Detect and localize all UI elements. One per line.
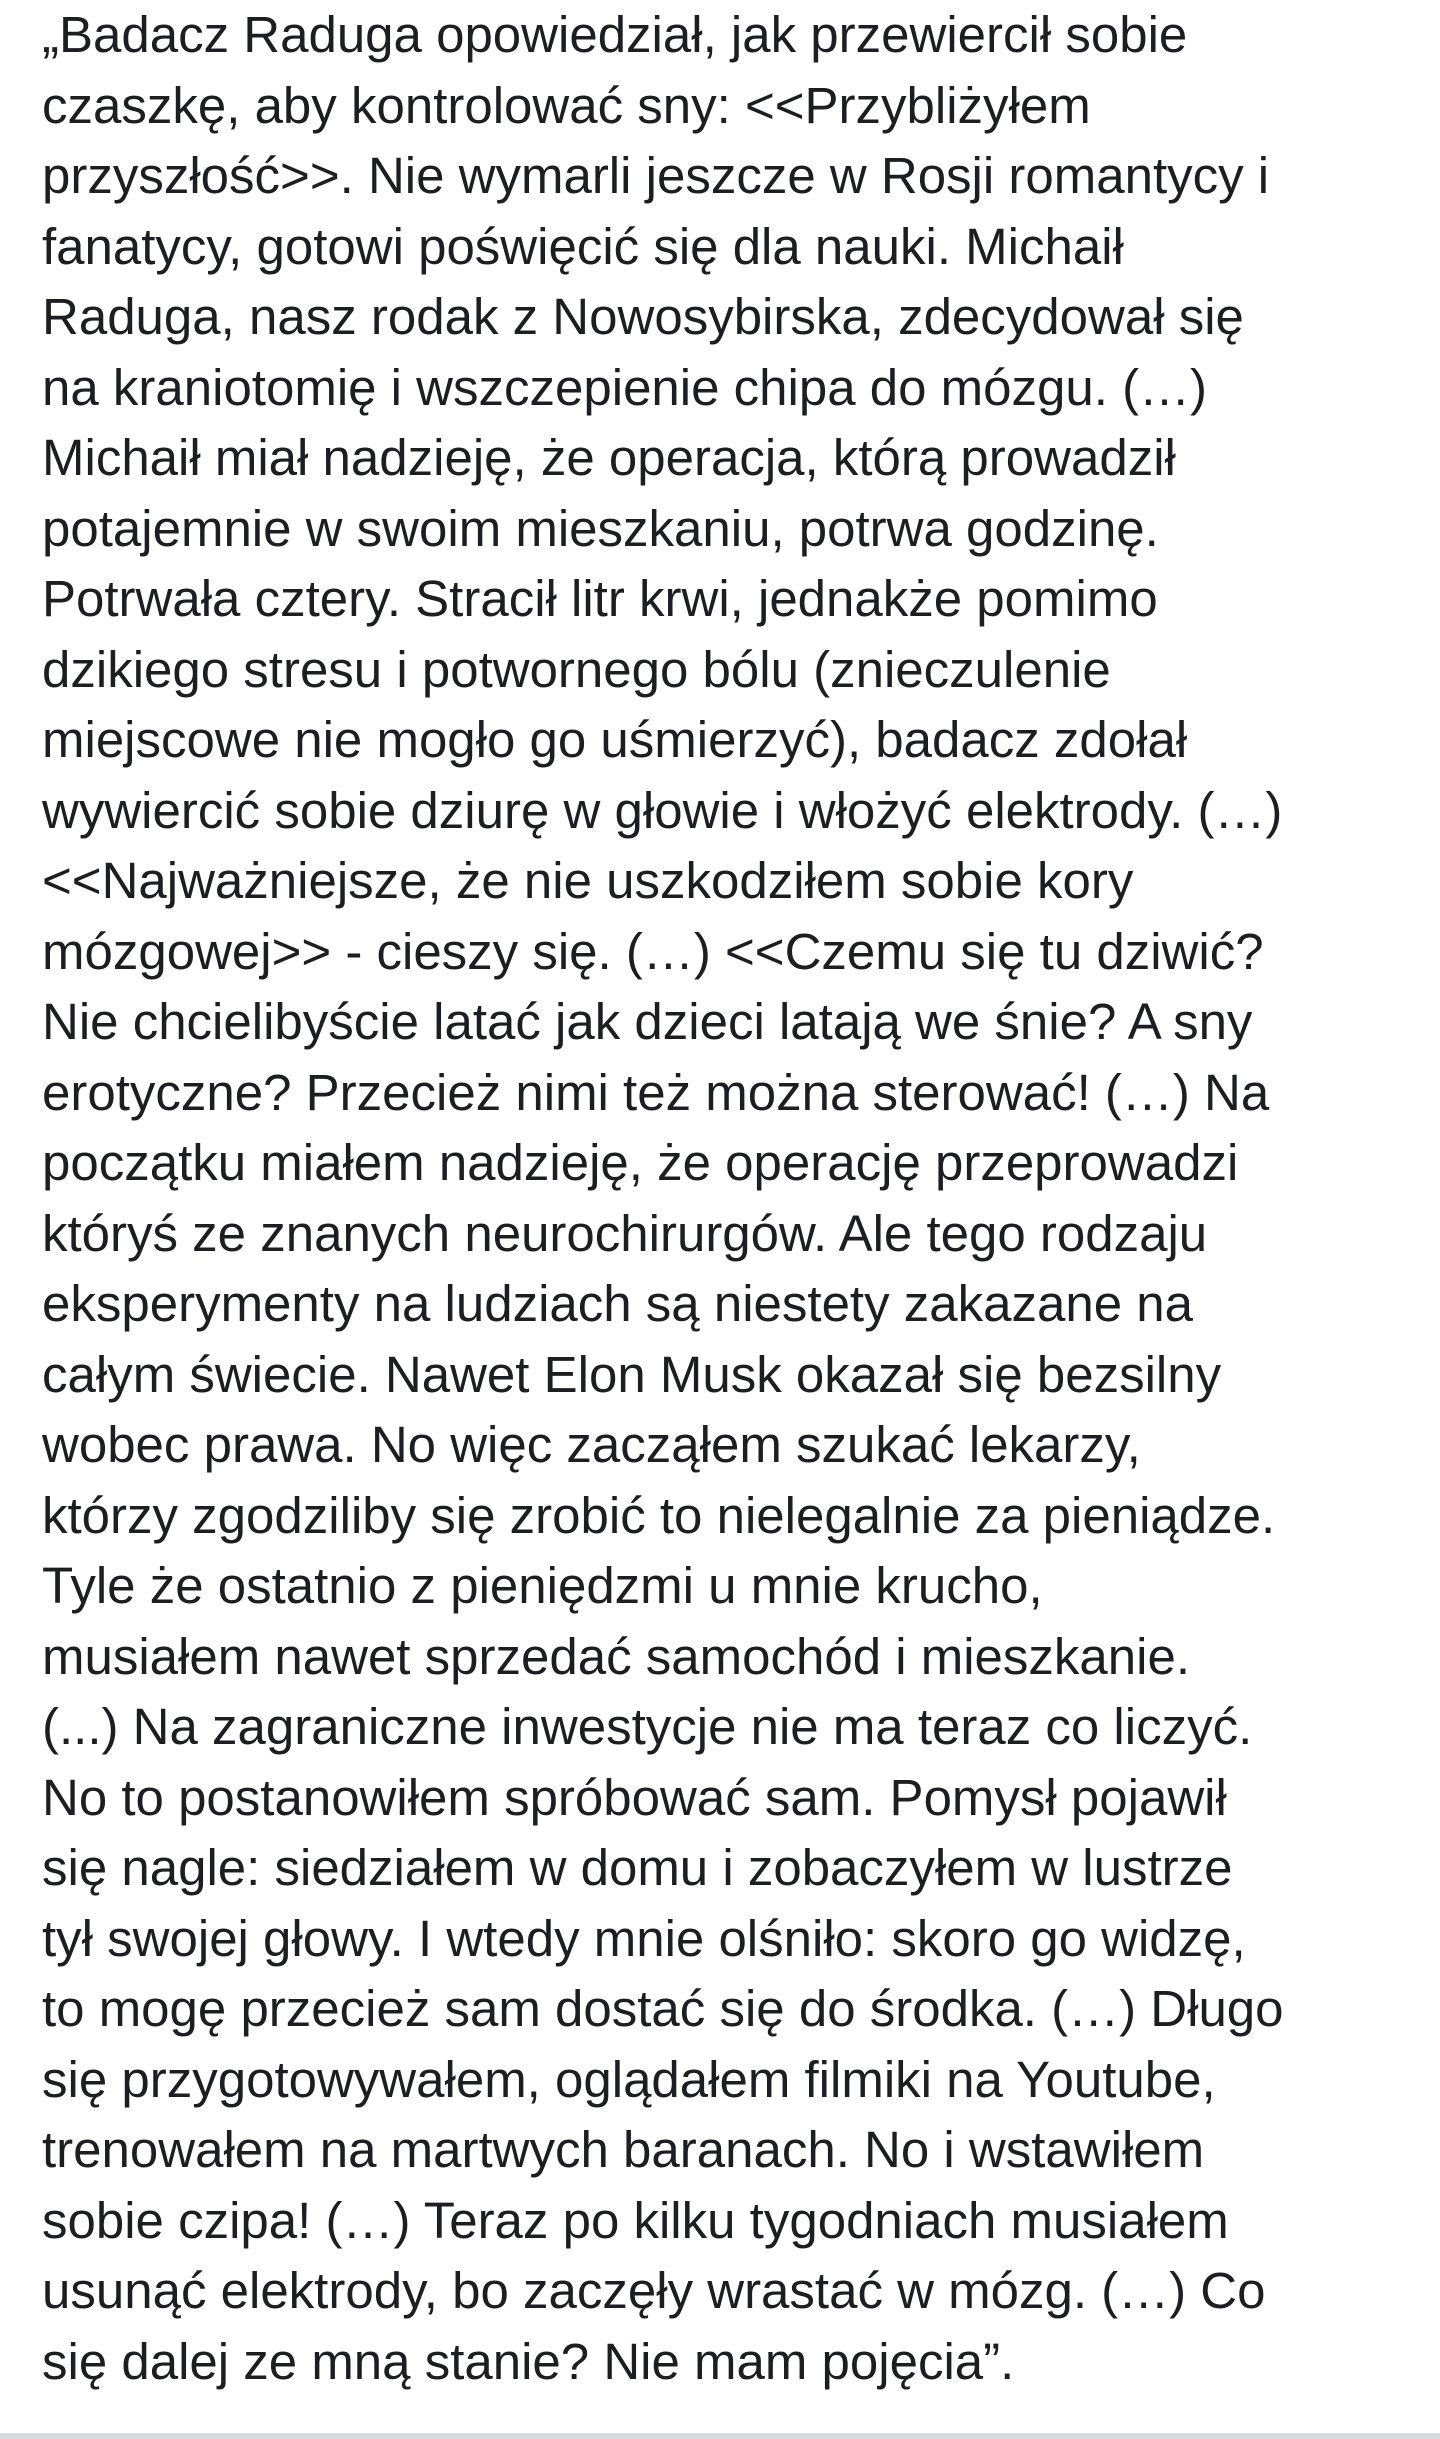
post-line-24: musiałem nawet sprzedać samochód i mieszkanie. — [42, 1627, 1190, 1685]
post-line-17: początku miałem nadzieję, że operację przeprowadzi — [42, 1134, 1239, 1191]
bottom-divider — [0, 2433, 1440, 2439]
post-line-14: mózgowej>> - cieszy się. (…) <<Czemu się tu dziwić? — [42, 922, 1264, 980]
post-line-30: się przygotowywałem, oglądałem filmiki na Youtube, — [42, 2050, 1216, 2108]
post-line-22: którzy zgodziliby się zrobić to nielegalnie za pieniądze. — [42, 1486, 1276, 1544]
post-line-20: całym świecie. Nawet Elon Musk okazał się bezsilny — [42, 1345, 1222, 1403]
post-line-7: Michaił miał nadzieję, że operacja, którą prowadził — [42, 429, 1176, 486]
post-line-5: Raduga, nasz rodak z Nowosybirska, zdecydował się — [42, 288, 1244, 345]
post-line-28: tył swojej głowy. I wtedy mnie olśniło: skoro go widzę, — [42, 1909, 1246, 1967]
post-line-33: usunąć elektrody, bo zaczęły wrastać w mózg. (…) Co — [42, 2262, 1266, 2319]
post-line-3: przyszłość>>. Nie wymarli jeszcze w Rosji romantycy i — [42, 147, 1270, 204]
post-line-16: erotyczne? Przecież nimi też można sterować! (…) Na — [42, 1063, 1270, 1121]
post-line-11: miejscowe nie mogło go uśmierzyć), badacz zdołał — [42, 711, 1188, 768]
post-line-9: Potrwała cztery. Stracił litr krwi, jednakże pomimo — [42, 570, 1158, 627]
post-line-6: na kraniotomię i wszczepienie chipa do mózgu. (…) — [42, 358, 1208, 416]
post-line-8: potajemnie w swoim mieszkaniu, potrwa godzinę. — [42, 499, 1159, 557]
post-line-25: (...) Na zagraniczne inwestycje nie ma teraz co liczyć. — [42, 1698, 1253, 1755]
post-line-1: „Badacz Raduga opowiedział, jak przewiercił sobie — [42, 6, 1188, 63]
post-line-4: fanatycy, gotowi poświęcić się dla nauki. Michaił — [42, 217, 1124, 275]
post-line-18: któryś ze znanych neurochirurgów. Ale tego rodzaju — [42, 1204, 1208, 1262]
post-line-27: się nagle: siedziałem w domu i zobaczyłem w lustrze — [42, 1839, 1233, 1896]
post-line-31: trenowałem na martwych baranach. No i wstawiłem — [42, 2121, 1205, 2178]
post-line-32: sobie czipa! (…) Teraz po kilku tygodniach musiałem — [42, 2191, 1229, 2249]
post-line-23: Tyle że ostatnio z pieniędzmi u mnie krucho, — [42, 1557, 1043, 1614]
post-line-21: wobec prawa. No więc zacząłem szukać lekarzy, — [42, 1416, 1141, 1473]
post-line-13: <<Najważniejsze, że nie uszkodziłem sobie kory — [42, 852, 1134, 909]
post-line-12: wywiercić sobie dziurę w głowie i włożyć elektrody. (…) — [42, 781, 1283, 839]
post-line-29: to mogę przecież sam dostać się do środka. (…) Długo — [42, 1980, 1284, 2037]
post-line-19: eksperymenty na ludziach są niestety zakazane na — [42, 1275, 1193, 1332]
post-line-2: czaszkę, aby kontrolować sny: <<Przybliżyłem — [42, 76, 1091, 134]
post-line-10: dzikiego stresu i potwornego bólu (znieczulenie — [42, 640, 1111, 698]
post-text — [42, 0, 1422, 2397]
post-line-15: Nie chcielibyście latać jak dzieci latają we śnie? A sny — [42, 993, 1253, 1050]
post-line-34: się dalej ze mną stanie? Nie mam pojęcia”. — [42, 2332, 1015, 2390]
post-line-26: No to postanowiłem spróbować sam. Pomysł pojawił — [42, 1768, 1227, 1826]
